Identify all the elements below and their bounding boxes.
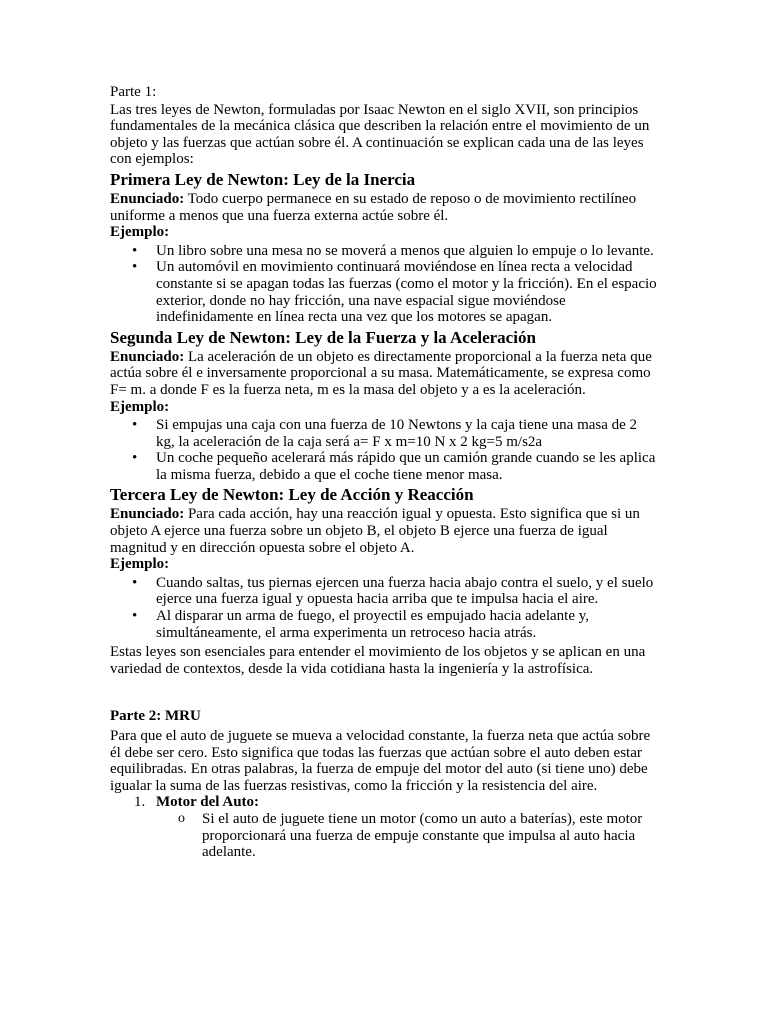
law-1-statement-label: Enunciado:	[110, 190, 185, 207]
list-item: • Cuando saltas, tus piernas ejercen una fuerza hacia abajo contra el suelo, y el suelo ejerce una fuerza igual y opuesta hacia arriba que te impulsa hacia el aire.	[156, 575, 658, 608]
law-1-examples	[110, 243, 658, 326]
sub-list-item: o Si el auto de juguete tiene un motor (como un auto a baterías), este motor proporcionará una fuerza de empuje constante que impulsa al auto hacia adelante.	[202, 811, 658, 861]
law-3-section	[110, 485, 658, 641]
part2-intro: Para que el auto de juguete se mueva a velocidad constante, la fuerza neta que actúa sobre él debe ser cero. Esto significa que todas las fuerzas que actúan sobre el auto deben estar equilibradas. En otras palabras, la fuerza de empuje del motor del auto (si tiene uno) debe igualar la suma de las fuerzas resistivas, como la fricción y la resistencia del aire.	[110, 728, 651, 794]
law-3-title: Tercera Ley de Newton: Ley de Acción y Reacción	[110, 485, 474, 505]
law-2-statement	[110, 349, 658, 399]
list-item: • Un libro sobre una mesa no se moverá a menos que alguien lo empuje o lo levante.	[156, 243, 658, 260]
list-item: 1. Motor del Auto: o Si el auto de juguete tiene un motor (como un auto a baterías), este motor proporcionará una fuerza de empuje constante que impulsa al auto hacia adelante.	[156, 794, 658, 860]
law-2-examples	[110, 417, 658, 483]
list-item: • Un coche pequeño acelerará más rápido que un camión grande cuando se les aplica la misma fuerza, debido a que el coche tiene menor masa.	[156, 450, 658, 483]
law-3-example-label	[110, 556, 658, 573]
list-item: • Al disparar un arma de fuego, el proyectil es empujado hacia adelante y, simultáneamente, el arma experimenta un retroceso hacia atrás.	[156, 608, 658, 641]
list-item: • Un automóvil en movimiento continuará moviéndose en línea recta a velocidad constante si se apagan todas las fuerzas (como el motor y la fricción). En el espacio exterior, donde no hay fricción, una nave espacial sigue moviéndose indefinidamente en línea recta una vez que los motores se apagan.	[156, 259, 658, 325]
law-2-statement-text: La aceleración de un objeto es directamente proporcional a la fuerza neta que actúa sobre él e inversamente proporcional a su masa. Matemáticamente, se expresa como F= m. a donde F es la fuerza neta, m es la masa del objeto y a es la aceleración.	[110, 348, 652, 398]
part1-closing: Estas leyes son esenciales para entender el movimiento de los objetos y se aplican en una variedad de contextos, desde la vida cotidiana hasta la ingeniería y la astrofísica.	[110, 644, 646, 677]
law-1-title: Primera Ley de Newton: Ley de la Inercia	[110, 169, 416, 189]
list-item-title: Motor del Auto:	[156, 794, 260, 811]
part2-list	[110, 794, 658, 860]
part2-heading: Parte 2: MRU	[110, 708, 201, 725]
law-1-statement	[110, 191, 658, 224]
law-2-example-label	[110, 399, 658, 416]
law-3-example-label-text: Ejemplo:	[110, 556, 170, 573]
law-1-example-label-text: Ejemplo:	[110, 224, 170, 241]
law-1-example-label	[110, 224, 658, 241]
law-2-section	[110, 328, 658, 484]
list-item: • Si empujas una caja con una fuerza de 10 Newtons y la caja tiene una masa de 2 kg, la aceleración de la caja será a= F x m=10 N x 2 kg=5 m/s2a	[156, 417, 658, 450]
law-3-statement	[110, 506, 658, 556]
part1-intro: Las tres leyes de Newton, formuladas por Isaac Newton en el siglo XVII, son principios fundamentales de la mecánica clásica que describen la relación entre el movimiento de un objeto y las fuerzas que actúan sobre él. A continuación se explican cada una de las leyes con ejemplos:	[110, 101, 650, 168]
law-3-examples	[110, 575, 658, 641]
law-2-statement-label: Enunciado:	[110, 348, 185, 365]
law-2-example-label-text: Ejemplo:	[110, 398, 170, 415]
law-3-statement-text: Para cada acción, hay una reacción igual y opuesta. Esto significa que si un objeto A ejerce una fuerza sobre un objeto B, el objeto B ejerce una fuerza de igual magnitud y en dirección opuesta sobre el objeto A.	[110, 506, 640, 556]
law-1-statement-text: Todo cuerpo permanece en su estado de reposo o de movimiento rectilíneo uniforme a menos que una fuerza externa actúe sobre él.	[110, 190, 637, 224]
law-3-statement-label: Enunciado:	[110, 506, 185, 523]
sub-list	[156, 811, 658, 861]
law-1-section	[110, 170, 658, 326]
law-2-title: Segunda Ley de Newton: Ley de la Fuerza y la Aceleración	[110, 327, 536, 347]
part1-heading: Parte 1:	[110, 84, 157, 100]
